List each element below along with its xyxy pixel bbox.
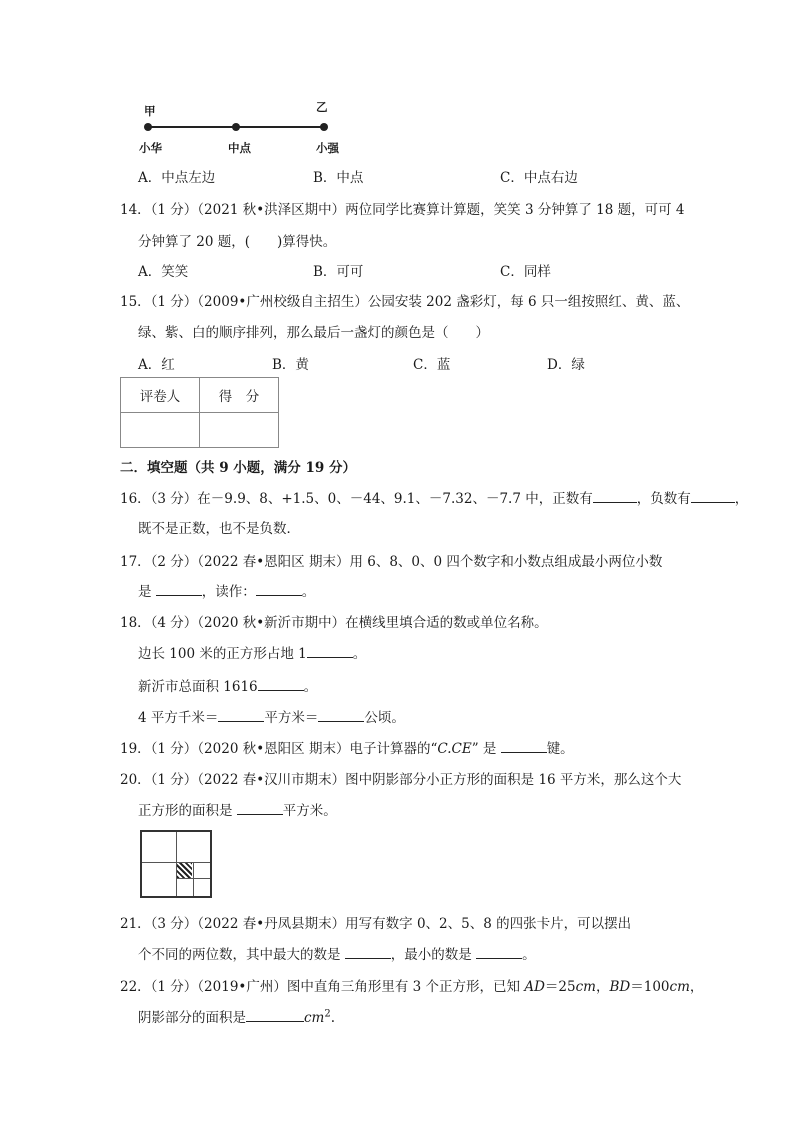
q20-square-figure [140,830,212,898]
q16-blank-negative[interactable] [691,488,735,503]
q19-text-d: 键。 [546,741,574,757]
label-xiaohua: 小华 [139,141,162,155]
q13-option-b: B．中点 [313,170,364,186]
q16-blank-positive[interactable] [593,488,637,503]
q18-blank-unit-2[interactable] [258,676,304,691]
q21-line1: 21．（3 分）（2022 春•丹凤县期末）用写有数字 0、2、5、8 的四张卡片，可以摆出 [120,916,632,932]
q15-option-d: D．绿 [547,357,585,373]
q18-line2 [138,642,366,662]
q17-text-c: 。 [301,584,316,600]
q16-line2: 既不是正数，也不是负数． [138,521,300,537]
q21-text-a: 个不同的两位数，其中最大的数是 [138,947,345,963]
q22-text-a: 22．（1 分）（2019•广州）图中直角三角形里有 3 个正方形，已知 [120,979,525,995]
q22-text-line2a: 阴影部分的面积是 [138,1010,246,1026]
q18-l4-text-c: 公顷。 [364,710,405,726]
q22-unit-3: cm [304,1010,325,1026]
q22-unit-sup: 2 [324,1008,331,1020]
q22-unit-1: cm [575,979,596,995]
label-jia: 甲 [144,104,156,118]
shaded-small-square [177,863,192,878]
q14-option-a: A．笑笑 [138,264,189,280]
q20-text-b: 平方米。 [282,803,337,819]
q17-text-a: 是 [138,584,156,600]
q20-blank-area[interactable] [237,800,283,815]
q21-blank-smallest[interactable] [476,944,522,959]
score-table-score-header: 得 分 [200,378,279,413]
q21-text-b: ，最小的数是 [390,947,477,963]
q13-option-a: A．中点左边 [138,170,216,186]
q16-line1 [120,487,748,507]
q18-line4 [138,706,405,726]
q22-unit-2: cm [669,979,690,995]
q20-line2 [138,799,337,819]
q18-blank-sqm[interactable] [218,707,264,722]
q17-blank-number[interactable] [156,581,202,596]
q15-option-c: C．蓝 [413,357,451,373]
point-xiaoqiang [320,123,328,131]
q19-line1 [120,737,574,757]
q19-text-a: 19．（1 分）（2020 秋•恩阳区 期末）电子计算器的“ [120,741,438,757]
q17-line2 [138,580,315,600]
grid-line-v2 [193,862,194,896]
q20-text-a: 正方形的面积是 [138,803,237,819]
q22-text-c: ， [595,979,610,995]
q22-ad: AD [524,979,545,995]
q18-line3 [138,675,317,695]
q15-line2: 绿、紫、白的顺序排列，那么最后一盏灯的颜色是（ ） [138,325,489,341]
number-line-svg [140,119,332,135]
q18-l2-text-a: 边长 100 米的正方形占地 1 [138,646,307,662]
section-2-title: 二．填空题（共 9 小题，满分 19 分） [120,460,356,476]
q21-blank-largest[interactable] [345,944,391,959]
q19-blank-key[interactable] [501,738,547,753]
q19-key-label: C.CE [437,741,472,757]
q18-blank-hectare[interactable] [318,707,364,722]
point-midpoint [232,123,240,131]
q17-line1: 17．（2 分）（2022 春•恩阳区 期末）用 6、8、0、0 四个数字和小数点组成最小两位小数 [120,554,663,570]
label-midpoint: 中点 [228,141,251,155]
q18-l3-text-b: 。 [303,679,318,695]
q18-l2-text-b: 。 [352,646,367,662]
q18-l4-text-b: 平方米＝ [264,710,319,726]
q22-text-line2b: . [330,1010,336,1026]
q21-line2 [138,943,536,963]
q16-text-a: 16．（3 分）在－9.9、8、+1.5、0、－44、9.1、－7.32、－7.7 中，正数有 [120,491,593,507]
q22-line1 [120,975,703,995]
q22-text-e: ， [689,979,704,995]
q15-option-b: B．黄 [272,357,309,373]
q14-option-b: B．可可 [313,264,364,280]
q15-line1: 15．（1 分）（2009•广州校级自主招生）公园安装 202 盏彩灯，每 6 只一组按照红、黄、蓝、 [120,294,690,310]
q18-line1: 18．（4 分）（2020 秋•新沂市期中）在横线里填合适的数或单位名称。 [120,615,548,631]
score-table-grader-cell[interactable] [121,413,200,448]
score-table-grader-header: 评卷人 [121,378,200,413]
q16-text-b: ，负数有 [636,491,691,507]
q13-option-c: C．中点右边 [500,170,578,186]
q20-line1: 20．（1 分）（2022 春•汉川市期末）图中阴影部分小正方形的面积是 16 平方米，那么这个大 [120,772,682,788]
q15-option-a: A．红 [138,357,175,373]
q14-line1: 14．（1 分）（2021 秋•洪泽区期中）两位同学比赛算计算题，笑笑 3 分钟算了 18 题，可可 4 [120,202,685,218]
q14-option-c: C．同样 [500,264,551,280]
q21-text-c: 。 [522,947,536,963]
q16-text-c: ， [734,491,749,507]
q17-blank-reading[interactable] [256,581,302,596]
q19-text-c: ” 是 [471,741,501,757]
q14-line2: 分钟算了 20 题，( )算得快。 [138,234,337,250]
q17-text-b: ，读作： [201,584,256,600]
q22-text-d: ＝100 [630,979,670,995]
point-xiaohua [144,123,152,131]
label-yi: 乙 [316,100,328,114]
q22-blank-area[interactable] [246,1007,304,1022]
q18-l4-text-a: 4 平方千米＝ [138,710,219,726]
q22-bd: BD [609,979,631,995]
label-xiaoqiang: 小强 [316,141,339,155]
score-table-score-cell[interactable] [200,413,279,448]
q22-line2 [138,1006,335,1026]
score-table [120,377,279,448]
q22-text-b: ＝25 [544,979,576,995]
q18-blank-unit-1[interactable] [307,643,353,658]
q18-l3-text-a: 新沂市总面积 1616 [138,679,258,695]
